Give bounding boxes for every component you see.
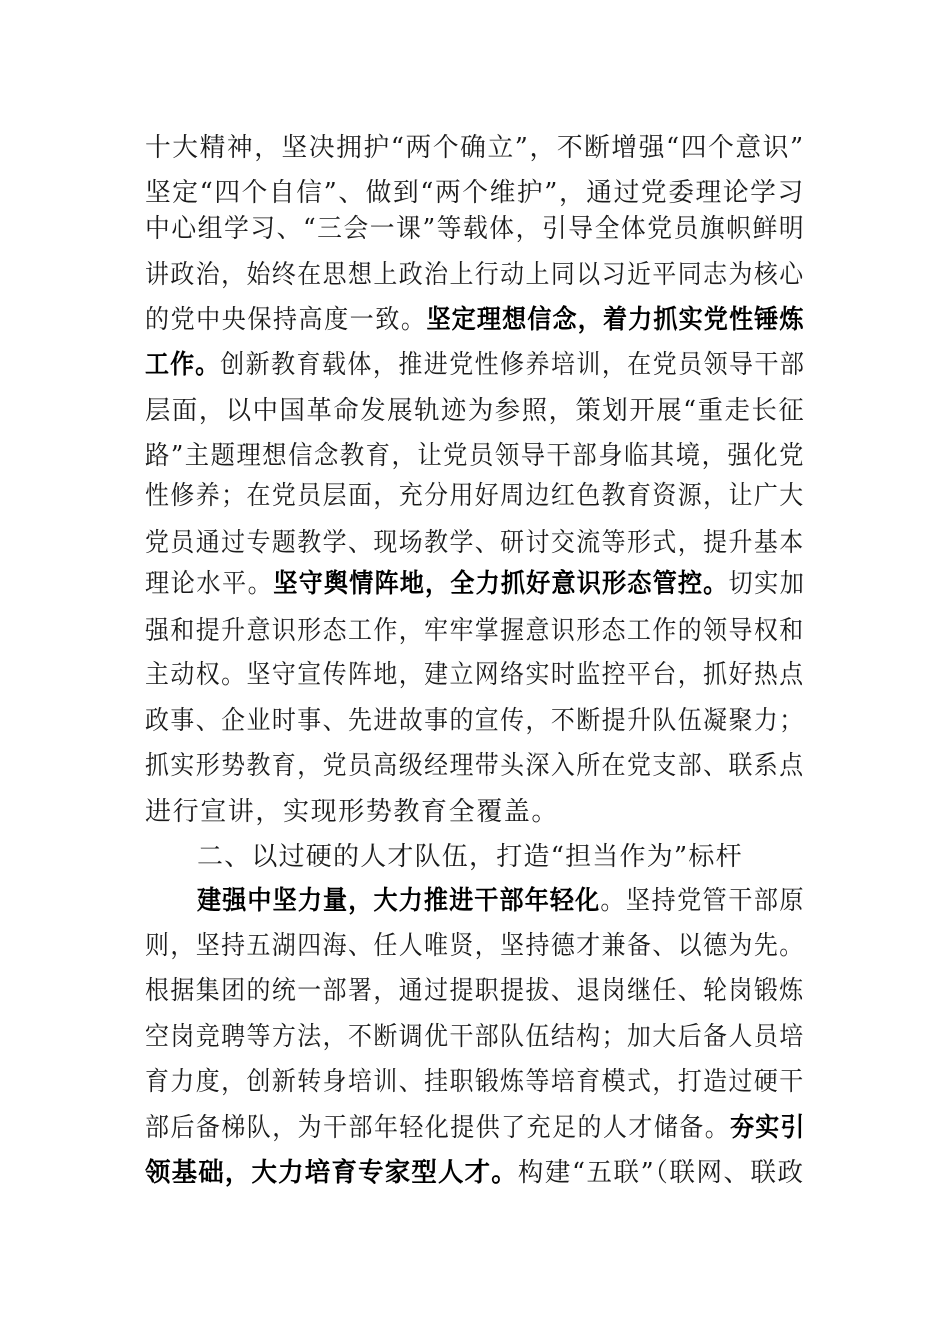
paragraph-line [145, 436, 805, 476]
text-run: 党员通过专题教学、现场教学、研讨交流等形式，提升基本 [145, 528, 805, 558]
text-run: 。坚持党管干部原 [600, 886, 805, 916]
paragraph-line [145, 926, 805, 966]
section-heading [197, 837, 743, 877]
text-run: 创新教育载体，推进党性修养培训，在党员领导干部 [220, 350, 806, 380]
text-run: 十大精神，坚决拥护“两个确立”，不断增强“四个意识” [145, 133, 805, 163]
text-run: 主动权。坚守宣传阵地，建立网络实时监控平台，抓好热点 [145, 660, 805, 690]
paragraph-line [145, 523, 805, 563]
text-run: 切实加 [728, 569, 806, 599]
paragraph-line [145, 564, 805, 604]
paragraph-line [145, 971, 805, 1011]
paragraph-line [145, 345, 805, 385]
paragraph-line [145, 1153, 805, 1193]
bold-heading-run: 领基础，大力培育专家型人才。 [145, 1158, 518, 1188]
paragraph-line [145, 1017, 805, 1057]
paragraph-line [145, 300, 805, 340]
text-run: 坚定“四个自信”、做到“两个维护”，通过党委理论学习 [145, 178, 805, 208]
paragraph-line [145, 209, 805, 249]
bold-heading-run: 工作。 [145, 350, 221, 380]
bold-heading-run: 坚定理想信念，着力抓实党性锤炼 [426, 305, 805, 335]
bold-heading-run: 坚守舆情阵地，全力抓好意识形态管控。 [273, 569, 729, 599]
paragraph-line [145, 655, 805, 695]
paragraph-line [145, 746, 805, 786]
paragraph-line [145, 391, 805, 431]
text-run: 层面，以中国革命发展轨迹为参照，策划开展“重走长征 [145, 396, 806, 426]
text-run: 性修养；在党员层面，充分用好周边红色教育资源，让广大 [145, 481, 805, 511]
text-run: 则，坚持五湖四海、任人唯贤，坚持德才兼备、以德为先。 [145, 931, 805, 961]
paragraph-line [145, 611, 805, 651]
paragraph-line [145, 476, 805, 516]
paragraph-line [145, 1062, 805, 1102]
text-run: 政事、企业时事、先进故事的宣传，不断提升队伍凝聚力； [145, 706, 805, 736]
text-run: 构建“五联”（联网、联政 [517, 1158, 805, 1188]
paragraph-line [145, 701, 805, 741]
bold-heading-run: 建强中坚力量，大力推进干部年轻化 [197, 886, 601, 916]
text-run: 根据集团的统一部署，通过提职提拔、退岗继任、轮岗锻炼 [145, 976, 805, 1006]
text-run: 中心组学习、“三会一课”等载体，引导全体党员旗帜鲜明 [145, 214, 806, 244]
heading-text: 二、以过硬的人才队伍，打造“担当作为”标杆 [197, 842, 743, 872]
text-run: 空岗竞聘等方法，不断调优干部队伍结构；加大后备人员培 [145, 1022, 805, 1052]
paragraph-line [145, 173, 805, 213]
paragraph-line [145, 792, 559, 832]
text-run: 部后备梯队，为干部年轻化提供了充足的人才储备。 [145, 1113, 731, 1143]
text-run: 进行宣讲，实现形势教育全覆盖。 [145, 797, 560, 827]
paragraph-line [145, 255, 805, 295]
text-run: 讲政治，始终在思想上政治上行动上同以习近平同志为核心 [145, 260, 805, 290]
text-run: 的党中央保持高度一致。 [145, 305, 427, 335]
paragraph-line [197, 881, 805, 921]
bold-heading-run: 夯实引 [730, 1113, 806, 1143]
paragraph-line [145, 1108, 805, 1148]
text-run: 路”主题理想信念教育，让党员领导干部身临其境，强化党 [145, 441, 805, 471]
text-run: 育力度，创新转身培训、挂职锻炼等培育模式，打造过硬干 [145, 1067, 805, 1097]
text-run: 抓实形势教育，党员高级经理带头深入所在党支部、联系点 [145, 751, 805, 781]
text-run: 理论水平。 [145, 569, 274, 599]
paragraph-line [145, 128, 805, 168]
text-run: 强和提升意识形态工作，牢牢掌握意识形态工作的领导权和 [145, 616, 805, 646]
